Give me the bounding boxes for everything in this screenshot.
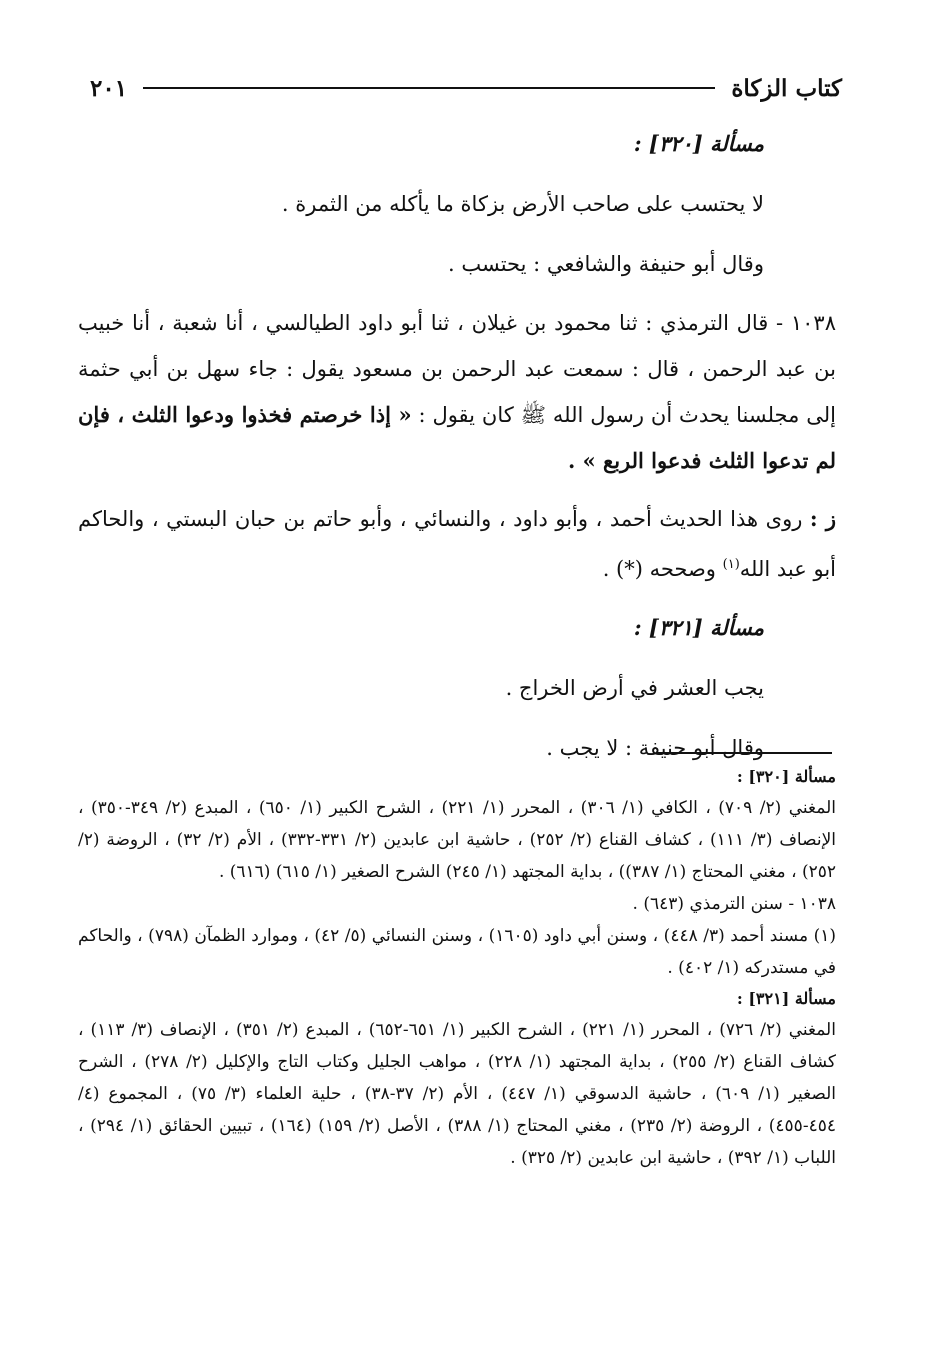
page-header xyxy=(90,70,842,106)
main-text xyxy=(78,120,836,772)
note-end: وصححه (*) . xyxy=(602,557,716,581)
hadith-1038 xyxy=(78,300,836,484)
footnote-1: (١) مسند أحمد (٣/ ٤٤٨) ، وسنن أبي داود (١٦٠٥) ، وسنن النسائي (٥/ ٤٢) ، وموارد الظمآن (٧٩٨) ، والحاكم في مستدركه (١/ ٤٠٢) . xyxy=(78,926,836,978)
hadith-1038-isnad: ١٠٣٨ - قال الترمذي : ثنا محمود بن غيلان ، ثنا أبو داود الطيالسي ، أنا شعبة ، أنا خبيب بن عبد الرحمن ، قال : سمعت عبد الرحمن بن مسعود يقول : جاء سهل بن أبي حثمة إلى مجلسنا يحدث أن رسول الله ﷺ كان يقول : xyxy=(78,311,836,427)
ruling-321: يجب العشر في أرض الخراج . xyxy=(505,676,764,700)
opinion-321: وقال أبو حنيفة : لا يجب . xyxy=(546,736,764,760)
footnote-320-sources: المغني (٢/ ٧٠٩) ، الكافي (١/ ٣٠٦) ، المحرر (١/ ٢٢١) ، الشرح الكبير (١/ ٦٥٠) ، المبدع (٢/ ٣٤٩-٣٥٠) ، الإنصاف (٣/ ١١١) ، كشاف القناع (٢/ ٢٥٢) ، حاشية ابن عابدين (٢/ ٣٣١-٣٣٢) ، الأم (٢/ ٣٢) ، الروضة (٢/ ٢٥٢) ، مغني المحتاج (١/ ٣٨٧)) ، بداية المجتهد (١/ ٢٤٥) الشرح الصغير (١/ ٦١٥) (٦١٦) . xyxy=(78,798,837,882)
footnote-1038: ١٠٣٨ - سنن الترمذي (٦٤٣) . xyxy=(632,894,836,914)
ruling-320: لا يحتسب على صاحب الأرض بزكاة ما يأكله من الثمرة . xyxy=(281,192,764,216)
masala-320-heading: مسألة [٣٢٠] : xyxy=(633,131,764,156)
footnote-separator xyxy=(657,752,832,754)
note-marker: ز : xyxy=(809,506,836,531)
header-rule xyxy=(143,87,715,89)
page-number: ٢٠١ xyxy=(90,74,128,102)
chapter-title: كتاب الزكاة xyxy=(731,74,842,102)
footnote-321-heading: مسألة [٣٢١] : xyxy=(736,989,836,1008)
footnote-321-sources: المغني (٢/ ٧٢٦) ، المحرر (١/ ٢٢١) ، الشرح الكبير (١/ ٦٥١-٦٥٢) ، المبدع (٢/ ٣٥١) ، الإنصاف (٣/ ١١٣) ، كشاف القناع (٢/ ٢٥٥) ، بداية المجتهد (١/ ٢٢٨) ، مواهب الجليل وكتاب التاج والإكليل (٢/ ٢٧٨) ، الشرح الصغير (١/ ٦٠٩) ، حاشية الدسوقي (١/ ٤٤٧) ، الأم (٢/ ٣٧-٣٨) ، حلية العلماء (٣/ ٧٥) ، المجموع (٤/ ٤٥٤-٤٥٥) ، الروضة (٢/ ٢٣٥) ، مغني المحتاج (١/ ٣٨٨) ، الأصل (٢/ ١٥٩) (١٦٤) ، تبيين الحقائق (١/ ٢٩٤) ، اللباب (١/ ٣٩٢) ، حاشية ابن عابدين (٢/ ٣٢٥) . xyxy=(78,1020,837,1168)
footnotes xyxy=(78,762,836,1174)
footnote-ref-1: (١) xyxy=(722,557,740,572)
hadith-1038-quote: « إذا خرصتم فخذوا ودعوا الثلث ، فإن لم تدعوا الثلث فدعوا الربع » . xyxy=(78,402,836,473)
takhrij-note xyxy=(78,496,836,592)
note-text: روى هذا الحديث أحمد ، وأبو داود ، والنسائي ، وأبو حاتم بن حبان البستي ، والحاكم أبو عبد الله xyxy=(78,507,836,581)
footnote-320-heading: مسألة [٣٢٠] : xyxy=(736,767,836,786)
opinion-320: وقال أبو حنيفة والشافعي : يحتسب . xyxy=(448,252,764,276)
masala-321-heading: مسألة [٣٢١] : xyxy=(633,615,764,640)
